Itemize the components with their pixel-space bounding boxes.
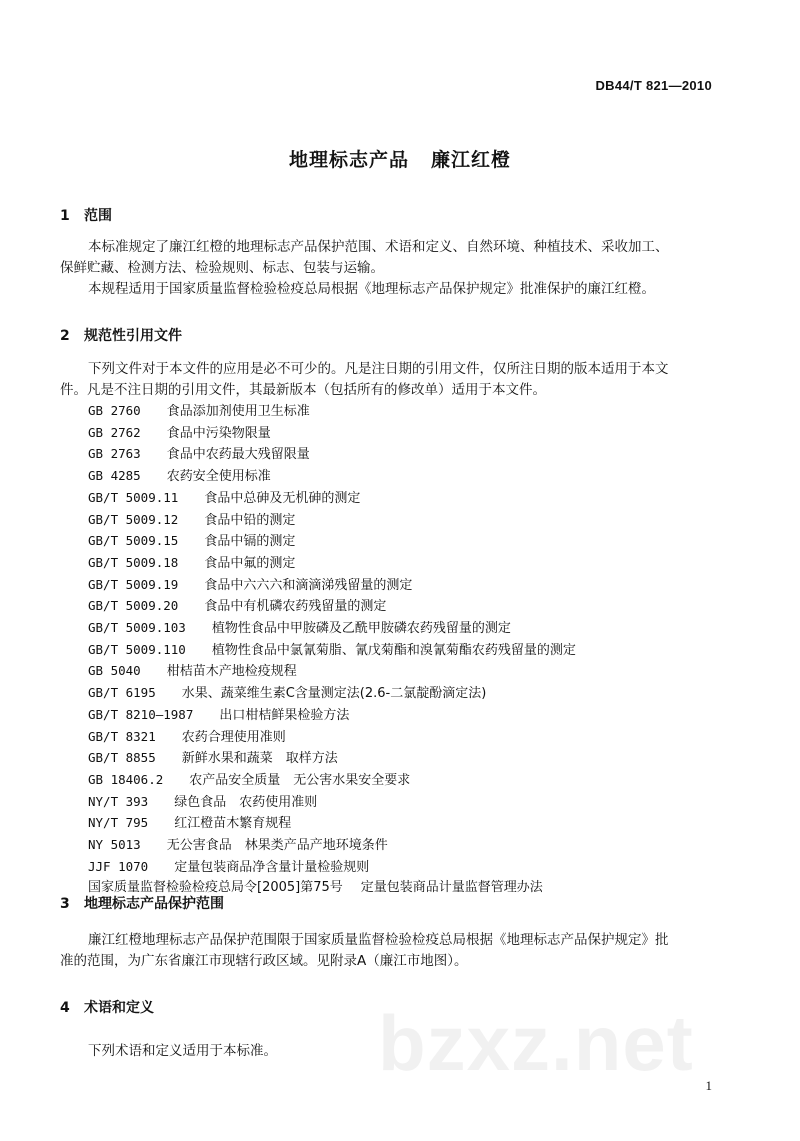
reference-item xyxy=(88,770,576,792)
reference-item xyxy=(88,835,576,857)
reference-code: NY/T 393 xyxy=(88,793,149,809)
reference-title: 出口柑桔鲜果检验方法 xyxy=(219,707,350,723)
reference-title: 农药安全使用标准 xyxy=(166,469,271,485)
reference-item xyxy=(88,813,576,835)
reference-item xyxy=(88,705,576,727)
section-number: 3 xyxy=(60,896,70,912)
page-number: 1 xyxy=(705,1078,712,1093)
section-number: 2 xyxy=(60,328,70,344)
reference-title: 植物性食品中甲胺磷及乙酰甲胺磷农药残留量的测定 xyxy=(211,621,511,637)
reference-code: GB/T 5009.15 xyxy=(88,533,179,549)
reference-code: GB/T 8210—1987 xyxy=(88,706,194,722)
reference-title: 植物性食品中氯氰菊脂、氰戊菊酯和溴氰菊酯农药残留量的测定 xyxy=(211,642,576,658)
reference-item xyxy=(88,423,576,445)
reference-code: GB 2762 xyxy=(88,424,141,440)
reference-code: GB/T 8321 xyxy=(88,728,156,744)
section-1-heading xyxy=(60,205,112,225)
reference-title: 农药合理使用准则 xyxy=(181,729,286,745)
standard-code: DB44/T 821—2010 xyxy=(595,78,712,93)
reference-item xyxy=(88,553,576,575)
reference-item xyxy=(88,596,576,618)
reference-title: 食品中总砷及无机砷的测定 xyxy=(204,490,361,506)
section-3-body xyxy=(60,930,720,972)
paragraph-line: 件。凡是不注日期的引用文件，其最新版本（包括所有的修改单）适用于本文件。 xyxy=(60,382,546,398)
title-part-2: 廉江红橙 xyxy=(431,149,512,171)
reference-code: GB/T 5009.12 xyxy=(88,511,179,527)
reference-code: GB/T 6195 xyxy=(88,685,156,701)
reference-code: GB/T 5009.11 xyxy=(88,489,179,505)
reference-code: NY 5013 xyxy=(88,837,141,853)
title-part-1: 地理标志产品 xyxy=(288,149,409,171)
paragraph-line: 下列文件对于本文件的应用是必不可少的。凡是注日期的引用文件，仅所注日期的版本适用于本文 xyxy=(88,361,669,377)
reference-code: GB/T 5009.20 xyxy=(88,598,179,614)
reference-item xyxy=(88,466,576,488)
reference-title: 水果、蔬菜维生素C含量测定法(2.6-二氯靛酚滴定法) xyxy=(181,686,487,702)
paragraph-line: 下列术语和定义适用于本标准。 xyxy=(88,1043,277,1059)
reference-item xyxy=(88,748,576,770)
section-title: 术语和定义 xyxy=(84,1000,154,1016)
reference-title: 定量包装商品计量监督管理办法 xyxy=(360,880,543,896)
reference-title: 农产品安全质量 无公害水果安全要求 xyxy=(189,772,411,788)
reference-item xyxy=(88,661,576,683)
section-number: 4 xyxy=(60,1000,70,1016)
document-title xyxy=(0,145,800,172)
paragraph-line: 本规程适用于国家质量监督检验检疫总局根据《地理标志产品保护规定》批准保护的廉江红橙。 xyxy=(88,281,655,297)
reference-title: 食品添加剂使用卫生标准 xyxy=(166,404,310,419)
reference-code: GB 2763 xyxy=(88,446,141,462)
reference-item xyxy=(88,792,576,814)
section-title: 范围 xyxy=(84,208,112,224)
reference-item xyxy=(88,683,576,705)
reference-code: GB 18406.2 xyxy=(88,771,164,787)
section-title: 地理标志产品保护范围 xyxy=(84,896,224,912)
reference-item xyxy=(88,640,576,662)
section-title: 规范性引用文件 xyxy=(84,328,182,344)
reference-item xyxy=(88,531,576,553)
reference-item xyxy=(88,727,576,749)
reference-item xyxy=(88,575,576,597)
paragraph-line: 保鲜贮藏、检测方法、检验规则、标志、包装与运输。 xyxy=(60,260,384,276)
reference-item xyxy=(88,857,576,879)
paragraph-line: 本标准规定了廉江红橙的地理标志产品保护范围、术语和定义、自然环境、种植技术、采收加工、 xyxy=(88,239,669,255)
reference-item xyxy=(88,618,576,640)
reference-title: 食品中镉的测定 xyxy=(204,534,296,550)
reference-code: GB 5040 xyxy=(88,663,141,679)
reference-title: 食品中有机磷农药残留量的测定 xyxy=(204,599,387,615)
reference-item xyxy=(88,401,576,423)
reference-code: NY/T 795 xyxy=(88,815,149,831)
reference-code: GB/T 5009.19 xyxy=(88,576,179,592)
reference-item xyxy=(88,444,576,466)
paragraph-line: 准的范围，为广东省廉江市现辖行政区域。见附录A（廉江市地图）。 xyxy=(60,953,468,969)
section-4-heading xyxy=(60,997,154,1017)
normative-references-list xyxy=(88,401,576,899)
reference-title: 食品中污染物限量 xyxy=(166,425,271,441)
reference-title: 食品中氟的测定 xyxy=(204,555,296,571)
reference-code: GB/T 5009.18 xyxy=(88,554,179,570)
reference-title: 食品中农药最大残留限量 xyxy=(166,447,310,463)
reference-title: 定量包装商品净含量计量检验规则 xyxy=(174,859,370,875)
watermark: bzxz.net xyxy=(378,999,694,1087)
reference-title: 红江橙苗木繁育规程 xyxy=(174,816,292,832)
reference-item xyxy=(88,488,576,510)
reference-title: 食品中铅的测定 xyxy=(204,512,296,528)
section-2-heading xyxy=(60,325,182,345)
reference-title: 绿色食品 农药使用准则 xyxy=(174,794,318,810)
reference-title: 柑桔苗木产地检疫规程 xyxy=(166,664,297,680)
section-3-heading xyxy=(60,893,224,913)
reference-title: 无公害食品 林果类产品产地环境条件 xyxy=(166,838,388,854)
reference-title: 食品中六六六和滴滴涕残留量的测定 xyxy=(204,577,413,593)
reference-code: GB/T 5009.110 xyxy=(88,641,186,657)
section-number: 1 xyxy=(60,208,70,224)
section-1-body xyxy=(60,237,720,300)
paragraph-line: 廉江红橙地理标志产品保护范围限于国家质量监督检验检疫总局根据《地理标志产品保护规定》批 xyxy=(88,932,669,948)
reference-code: GB 2760 xyxy=(88,403,141,418)
reference-code: JJF 1070 xyxy=(88,858,149,874)
reference-code: GB/T 8855 xyxy=(88,750,156,766)
reference-item xyxy=(88,510,576,532)
reference-code: GB/T 5009.103 xyxy=(88,620,186,636)
section-2-intro xyxy=(60,359,720,401)
reference-code: GB 4285 xyxy=(88,468,141,484)
reference-title: 新鲜水果和蔬菜 取样方法 xyxy=(181,751,338,767)
reference-code: 国家质量监督检验检疫总局令[2005]第75号 xyxy=(88,880,343,896)
